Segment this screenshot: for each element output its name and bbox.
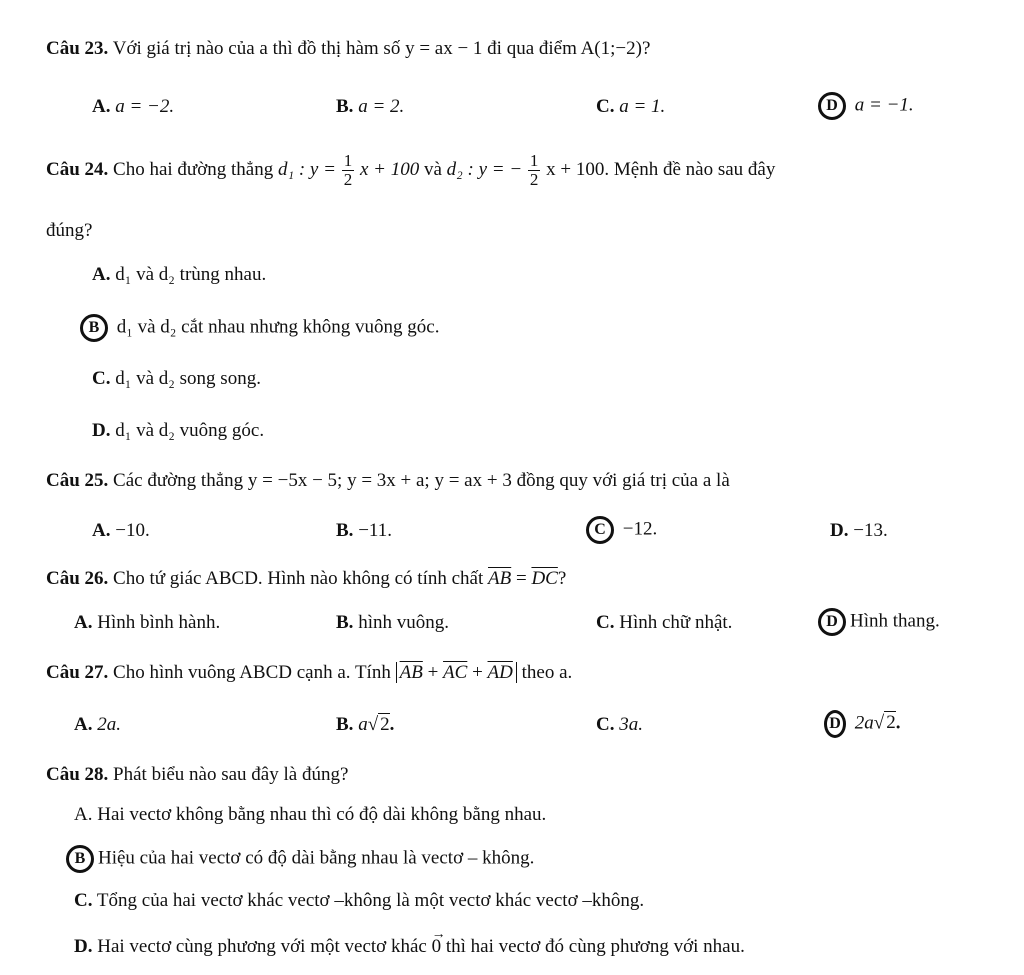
sqrt-sign: √ — [873, 712, 885, 734]
question-27 — [46, 660, 572, 686]
option-text: 2a — [854, 712, 874, 734]
option-letter: B. — [336, 612, 354, 633]
option-letter: D. — [92, 420, 111, 441]
option-text: Hình thang. — [850, 610, 940, 632]
option-d-selected[interactable] — [818, 92, 914, 120]
option-letter: A. — [92, 264, 111, 285]
equation-tail: x + 100. Mệnh đề nào sau đây — [546, 158, 776, 180]
option-c[interactable] — [74, 888, 644, 914]
option-b-selected[interactable] — [66, 845, 534, 873]
vector-ac: $\overline{AC}$ — [443, 662, 468, 683]
option-b-selected[interactable] — [80, 314, 440, 342]
option-letter: A. — [74, 714, 93, 735]
fraction-numerator: 1 — [343, 151, 353, 170]
question-mark: ? — [557, 568, 567, 589]
option-a[interactable] — [92, 262, 266, 288]
option-letter: D. — [830, 520, 849, 541]
option-c[interactable] — [596, 610, 732, 636]
option-text: Hiệu của hai vectơ có độ dài bằng nhau là vectơ – không. — [98, 847, 535, 869]
question-24 — [46, 152, 775, 189]
option-text: d₁ và d₂ trùng nhau. — [115, 264, 267, 285]
option-letter: A. — [92, 520, 111, 541]
option-c[interactable] — [92, 366, 261, 392]
plus-sign: + — [427, 662, 439, 683]
fraction-half — [342, 152, 355, 189]
vector-arrow-icon: → — [431, 927, 446, 942]
fraction-denominator: 2 — [529, 170, 539, 189]
option-text: a = −1. — [854, 94, 914, 116]
question-stem: Cho hai đường thẳng — [113, 158, 274, 180]
option-letter: B. — [336, 96, 354, 117]
question-label: Câu 23. — [46, 38, 109, 59]
option-c-selected[interactable] — [586, 516, 657, 544]
option-text: a = 2. — [358, 96, 405, 117]
option-text: a = 1. — [619, 96, 666, 117]
option-text: d₁ và d₂ cắt nhau nhưng không vuông góc. — [116, 316, 440, 338]
selected-answer-circle: D — [818, 608, 846, 636]
fraction-numerator: 1 — [529, 151, 539, 170]
option-a[interactable] — [92, 518, 150, 544]
vector-ad: $\overline{AD}$ — [487, 662, 513, 683]
option-text-end: thì hai vectơ đó cùng phương với nhau. — [445, 936, 745, 957]
vector-dc: $\overline{DC}$ — [531, 568, 558, 589]
option-text: Hình chữ nhật. — [619, 612, 733, 633]
option-text: Hình bình hành. — [97, 612, 221, 633]
option-b[interactable] — [336, 518, 392, 544]
option-c[interactable] — [596, 712, 643, 738]
sqrt-sign: √ — [367, 714, 379, 735]
zero-symbol: 0 — [431, 936, 442, 957]
selected-answer-circle: C — [586, 516, 614, 544]
option-a[interactable] — [92, 94, 174, 120]
question-stem: Cho hình vuông ABCD cạnh a. Tính — [113, 662, 391, 683]
line-d1-equation: d₁ : y = — [278, 158, 336, 180]
option-text: −13. — [853, 520, 888, 541]
option-d[interactable] — [92, 418, 264, 444]
zero-vector — [431, 927, 446, 960]
question-25 — [46, 468, 730, 494]
option-a[interactable] — [74, 610, 220, 636]
question-label: Câu 28. — [46, 764, 109, 785]
equation-tail: x + 100 — [359, 158, 420, 180]
option-text: Hai vectơ không bằng nhau thì có độ dài không bằng nhau. — [97, 804, 547, 825]
option-text: Tổng của hai vectơ khác vectơ –không là một vectơ khác vectơ –không. — [96, 890, 645, 911]
question-28 — [46, 762, 348, 788]
fraction-denominator: 2 — [343, 170, 353, 189]
vector-ab: $\overline{AB}$ — [488, 568, 512, 589]
option-a[interactable] — [74, 712, 121, 738]
conjunction: và — [423, 158, 442, 180]
option-letter: C. — [596, 612, 615, 633]
option-letter: A. — [92, 96, 111, 117]
option-letter: A. — [74, 612, 93, 633]
option-b[interactable] — [336, 610, 449, 636]
option-text: hình vuông. — [358, 612, 449, 633]
option-letter: C. — [596, 714, 615, 735]
selected-answer-circle: D — [824, 710, 846, 738]
option-letter: C. — [92, 368, 111, 389]
sqrt-radicand: 2 — [886, 712, 896, 734]
selected-answer-circle: B — [80, 314, 108, 342]
option-text: −10. — [115, 520, 150, 541]
sqrt-radicand: 2 — [380, 714, 390, 735]
question-label: Câu 27. — [46, 662, 109, 683]
question-stem: Cho tứ giác ABCD. Hình nào không có tính chất — [113, 568, 484, 589]
option-text: 3a. — [619, 714, 643, 735]
question-stem: Các đường thẳng y = −5x − 5; y = 3x + a; y = ax + 3 đồng quy với giá trị của a là — [113, 470, 730, 491]
question-stem-end: theo a. — [521, 662, 573, 683]
option-letter: C. — [74, 890, 93, 911]
period: . — [389, 714, 395, 735]
option-text: a — [358, 714, 368, 735]
question-23 — [46, 36, 650, 62]
question-label: Câu 24. — [46, 158, 109, 180]
option-a[interactable] — [74, 802, 546, 828]
option-text: 2a. — [97, 714, 121, 735]
option-text: a = −2. — [115, 96, 175, 117]
option-letter: D. — [74, 936, 93, 957]
period: . — [895, 712, 901, 734]
question-26 — [46, 566, 566, 592]
equals-sign: = — [515, 568, 527, 589]
option-text: −11. — [358, 520, 392, 541]
fraction-half — [528, 152, 541, 189]
question-stem: Phát biểu nào sau đây là đúng? — [113, 764, 349, 785]
question-label: Câu 25. — [46, 470, 109, 491]
vector-sum-magnitude — [396, 662, 517, 683]
option-d[interactable] — [74, 927, 745, 960]
line-d2-equation: d₂ : y = − — [446, 158, 523, 180]
option-d-selected[interactable] — [818, 608, 940, 636]
option-letter: C. — [596, 96, 615, 117]
plus-sign: + — [472, 662, 483, 683]
option-text: Hai vectơ cùng phương với một vectơ khác — [97, 936, 427, 957]
option-d-selected[interactable] — [824, 710, 900, 738]
selected-answer-circle: D — [818, 92, 846, 120]
option-d[interactable] — [830, 518, 888, 544]
vector-ab: $\overline{AB}$ — [399, 662, 423, 683]
option-c[interactable] — [596, 94, 665, 120]
option-text: −12. — [622, 518, 658, 540]
option-b[interactable] — [336, 94, 404, 120]
selected-answer-circle: B — [66, 845, 94, 873]
question-label: Câu 26. — [46, 568, 109, 589]
question-stem-continued: đúng? — [46, 220, 93, 241]
option-letter: B. — [336, 714, 354, 735]
option-letter: A. — [74, 804, 93, 825]
option-b[interactable] — [336, 712, 394, 738]
question-stem: Với giá trị nào của a thì đồ thị hàm số y = ax − 1 đi qua điểm A(1;−2)? — [112, 38, 651, 59]
option-letter: B. — [336, 520, 354, 541]
option-text: d₁ và d₂ song song. — [115, 368, 261, 389]
option-text: d₁ và d₂ vuông góc. — [115, 420, 265, 441]
